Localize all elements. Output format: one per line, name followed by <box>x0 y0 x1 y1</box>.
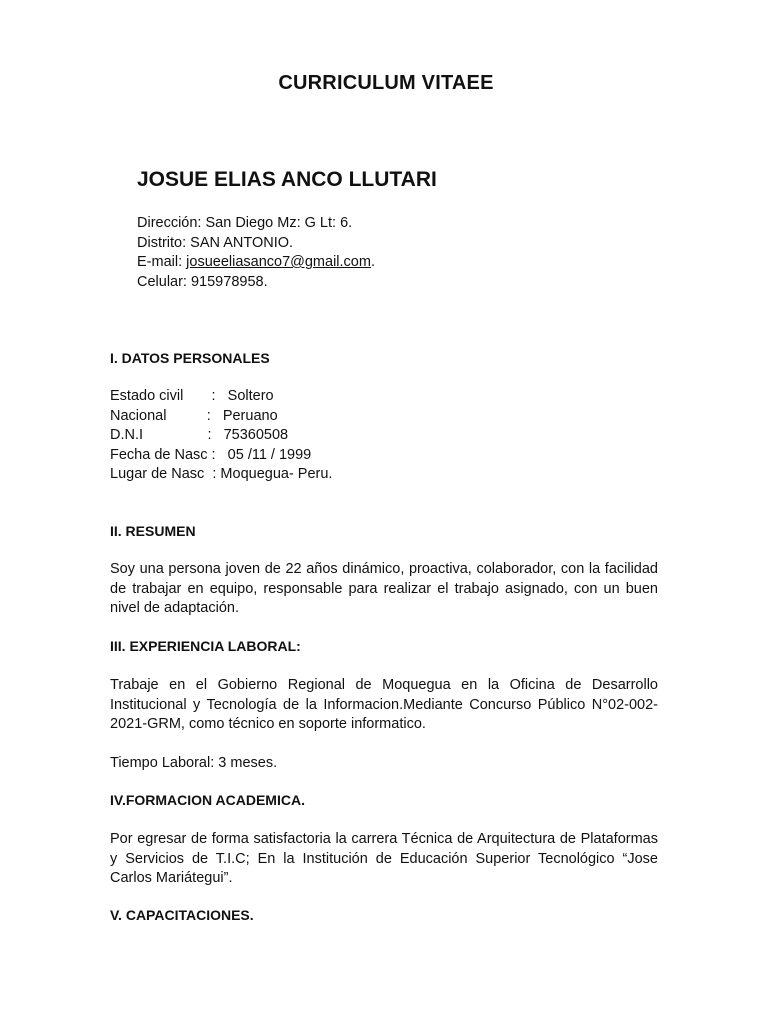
education-text: Por egresar de forma satisfactoria la carrera Técnica de Arquitectura de Plataformas y Servicios de T.I.C; En la Institución de Educación Superior Tecnológico “Jose Carlos Mariátegui”. <box>110 831 658 886</box>
email-suffix: . <box>370 254 375 270</box>
personal-row-civil-status: Estado civil : Soltero <box>110 388 274 404</box>
email-link[interactable]: josueeliasanco7@gmail.com <box>186 254 371 270</box>
personal-row-dni: D.N.I : 75360508 <box>110 427 289 443</box>
contact-block <box>137 214 375 292</box>
email-label: E-mail: <box>137 254 187 270</box>
address-line: Dirección: San Diego Mz: G Lt: 6. <box>137 215 353 231</box>
district-line: Distrito: SAN ANTONIO. <box>137 234 294 251</box>
experience-text: Trabaje en el Gobierno Regional de Moquegua en la Oficina de Desarrollo Institucional y Tecnología de la Informacion.Mediante Concurso Público N°02-002-2021-GRM, como técnico en soporte informatico. <box>110 677 658 732</box>
candidate-name: JOSUE ELIAS ANCO LLUTARI <box>137 168 437 191</box>
summary-heading: II. RESUMEN <box>110 523 196 539</box>
personal-row-nationality: Nacional : Peruano <box>110 407 278 424</box>
summary-text: Soy una persona joven de 22 años dinámico, proactiva, colaborador, con la facilidad de trabajar en equipo, responsable para realizar el trabajo asignado, con un buen nivel de adaptación. <box>110 561 658 616</box>
experience-duration: Tiempo Laboral: 3 meses. <box>110 755 278 771</box>
personal-row-birth-date: Fecha de Nasc : 05 /11 / 1999 <box>110 446 312 463</box>
personal-data-heading: I. DATOS PERSONALES <box>110 350 270 366</box>
personal-row-birth-place: Lugar de Nasc : Moquegua- Peru. <box>110 466 333 482</box>
phone-line: Celular: 915978958. <box>137 273 268 290</box>
document-title: CURRICULUM VITAEE <box>278 72 494 94</box>
experience-heading: III. EXPERIENCIA LABORAL: <box>110 638 301 654</box>
email-line <box>137 253 375 273</box>
education-heading: IV.FORMACION ACADEMICA. <box>110 792 305 808</box>
training-heading: V. CAPACITACIONES. <box>110 907 254 923</box>
personal-data-list <box>110 387 332 485</box>
